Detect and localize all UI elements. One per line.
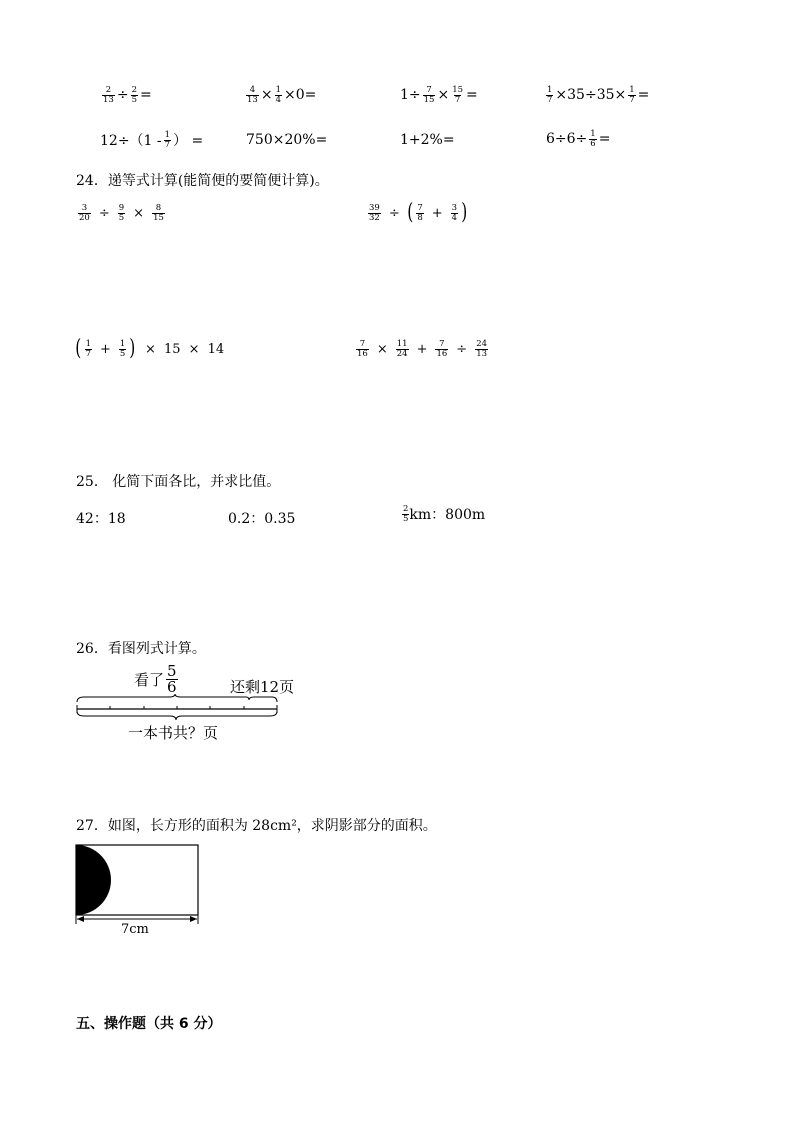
- fraction: 5 6: [167, 662, 177, 696]
- fraction: $\frac{7}{16}$: [357, 339, 368, 359]
- fraction: $\frac{39}{32}$: [369, 203, 380, 223]
- brace-remaining: [249, 697, 277, 702]
- ratio-1: 42：18: [76, 511, 126, 527]
- fraction: $\frac{9}{5}$: [118, 203, 125, 223]
- question-24-title: 24．递等式计算(能简便的要简便计算)。: [76, 173, 329, 189]
- brace-total: [77, 711, 277, 720]
- question-27-title: 27．如图，长方形的面积为 28cm²，求阴影部分的面积。: [76, 818, 437, 834]
- book-segment-diagram: [74, 694, 284, 724]
- arrow-left-icon: [77, 916, 84, 922]
- label-read: 看了 5 6: [134, 662, 177, 696]
- fraction: $\frac{24}{13}$: [476, 339, 488, 359]
- fraction: $\frac{1}{7}$: [547, 85, 553, 105]
- expr-row2-1: 12÷（1 - 1 7 ） =: [100, 130, 204, 150]
- ratio-3: 2 5 km：800m: [403, 504, 486, 524]
- fraction: $\frac{7}{15}$: [423, 85, 435, 105]
- fraction: $\frac{3}{20}$: [79, 203, 90, 223]
- fraction: 2 5: [403, 504, 409, 524]
- expr-row1-2: $\frac{4}{13}$ × $\frac{1}{4}$ ×0=: [247, 85, 317, 105]
- fraction: $\frac{2}{5}$: [131, 85, 137, 105]
- fraction: 7 8: [417, 203, 423, 223]
- fraction: $\frac{15}{7}$: [452, 85, 464, 105]
- width-label: 7cm: [121, 922, 149, 937]
- expr-row1-4: $\frac{1}{7}$ ×35÷35× $\frac{1}{7}$ =: [547, 85, 650, 105]
- expr-row1-1: $\frac{2}{13}$ ÷ $\frac{2}{5}$ =: [103, 85, 152, 105]
- question-25-title: 25． 化简下面各比，并求比值。: [76, 474, 281, 490]
- fraction: $\frac{4}{13}$: [247, 85, 258, 105]
- fraction: $\frac{7}{16}$: [436, 339, 448, 359]
- section-title: 五、操作题（共 6 分）: [76, 1016, 222, 1032]
- fraction: $\frac{8}{15}$: [153, 203, 164, 223]
- expr-row2-2: 750×20%=: [246, 132, 328, 148]
- fraction: $\frac{1}{6}$: [590, 129, 596, 149]
- fraction: $\frac{2}{13}$: [103, 85, 114, 105]
- ratio-2: 0.2：0.35: [228, 511, 296, 527]
- q24-expr-a: $\frac{3}{20}$ ÷ $\frac{9}{5}$ × $\frac{8}{15}$: [79, 203, 164, 223]
- expr-row1-3: 1÷ $\frac{7}{15}$ × $\frac{15}{7}$ =: [400, 85, 478, 105]
- rectangle-figure: [74, 844, 202, 916]
- expr-row2-4: 6÷6÷ $\frac{1}{6}$ =: [546, 129, 611, 149]
- label-remaining: 还剩12页: [230, 678, 295, 696]
- q24-expr-b: $\frac{39}{32}$ ÷ ( 7 8 + $\frac{3}{4}$ ): [369, 200, 468, 225]
- question-26-title: 26．看图列式计算。: [76, 641, 206, 657]
- fraction: $\frac{1}{7}$: [629, 85, 635, 105]
- fraction: 1 7: [164, 130, 171, 150]
- fraction: $\frac{1}{4}$: [275, 85, 281, 105]
- arrow-right-icon: [190, 916, 197, 922]
- fraction: $\frac{3}{4}$: [451, 203, 458, 223]
- fraction: $\frac{1}{5}$: [119, 339, 126, 359]
- q24-expr-d: $\frac{7}{16}$ × $\frac{11}{24}$ + $\frac{7}{16}$ ÷ $\frac{24}{13}$: [357, 339, 488, 359]
- q24-expr-c: ( 1 7 + $\frac{1}{5}$ ) × 15 × 14: [75, 336, 225, 361]
- label-total: 一本书共？页: [128, 724, 219, 742]
- fraction: $\frac{11}{24}$: [396, 339, 408, 359]
- fraction: 1 7: [85, 339, 92, 359]
- brace-read: [77, 694, 249, 702]
- expr-row2-3: 1+2%=: [400, 132, 455, 148]
